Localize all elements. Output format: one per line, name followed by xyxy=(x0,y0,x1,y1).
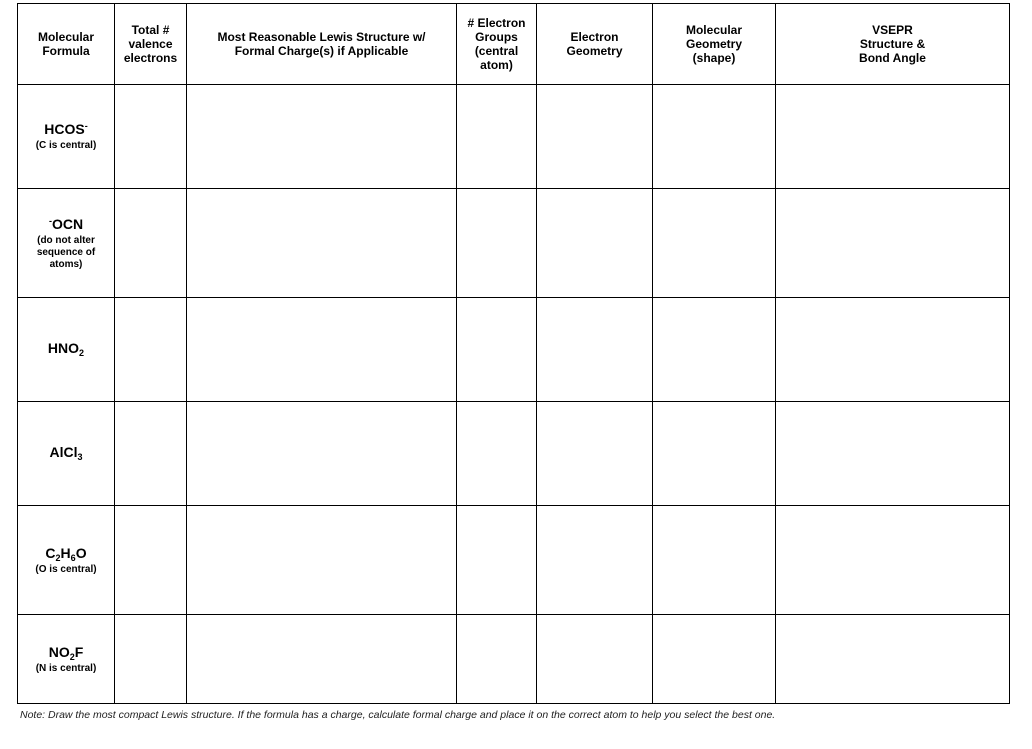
electron-groups-cell[interactable] xyxy=(457,189,537,298)
formula-cell xyxy=(18,615,115,704)
electron-groups-cell[interactable] xyxy=(457,615,537,704)
lewis-structure-cell[interactable] xyxy=(187,506,457,615)
lewis-structure-cell[interactable] xyxy=(187,298,457,402)
electron-geometry-cell[interactable] xyxy=(537,189,653,298)
vsepr-structure-cell[interactable] xyxy=(776,506,1010,615)
formula: HCOS- xyxy=(44,121,88,137)
table-row xyxy=(18,85,1010,189)
footnote: Note: Draw the most compact Lewis structure. If the formula has a charge, calculate formal charge and place it on the correct atom to help you select the best one. xyxy=(20,709,776,721)
formula: $NO_2F$ xyxy=(48,643,84,662)
formula: $HNO_2$ xyxy=(47,340,85,358)
table-row xyxy=(18,402,1010,506)
molecular-geometry-cell[interactable] xyxy=(653,85,776,189)
electron-geometry-cell[interactable] xyxy=(537,506,653,615)
formula-cell xyxy=(18,298,115,402)
vsepr-structure-cell[interactable] xyxy=(776,85,1010,189)
valence-electrons-cell[interactable] xyxy=(115,85,187,189)
molecular-geometry-cell[interactable] xyxy=(653,402,776,506)
vsepr-structure-cell[interactable] xyxy=(776,615,1010,704)
electron-groups-cell[interactable] xyxy=(457,402,537,506)
header-lewis-structure: Most Reasonable Lewis Structure w/ Formal Charge(s) if Applicable xyxy=(187,4,457,85)
lewis-structure-cell[interactable] xyxy=(187,189,457,298)
table-row xyxy=(18,615,1010,704)
header-valence-electrons: Total # valence electrons xyxy=(115,4,187,85)
formula: $C_2H_6O$ xyxy=(45,544,87,563)
formula: -OCN xyxy=(48,215,84,232)
header-molecular-formula: Molecular Formula xyxy=(18,4,115,85)
header-row xyxy=(18,4,1010,85)
valence-electrons-cell[interactable] xyxy=(115,402,187,506)
formula-cell xyxy=(18,402,115,506)
formula-note: (do not alter sequence of atoms) xyxy=(36,234,96,270)
electron-geometry-cell[interactable] xyxy=(537,85,653,189)
electron-geometry-cell[interactable] xyxy=(537,402,653,506)
table-row xyxy=(18,189,1010,298)
valence-electrons-cell[interactable] xyxy=(115,506,187,615)
electron-groups-cell[interactable] xyxy=(457,298,537,402)
electron-groups-cell[interactable] xyxy=(457,506,537,615)
lewis-structure-cell[interactable] xyxy=(187,402,457,506)
vsepr-structure-cell[interactable] xyxy=(776,298,1010,402)
formula-note: (C is central) xyxy=(35,140,97,151)
formula-cell xyxy=(18,189,115,298)
valence-electrons-cell[interactable] xyxy=(115,615,187,704)
molecular-geometry-cell[interactable] xyxy=(653,189,776,298)
formula-note: (O is central) xyxy=(35,563,97,575)
lewis-structure-cell[interactable] xyxy=(187,615,457,704)
header-electron-geometry: Electron Geometry xyxy=(537,4,653,85)
header-vsepr-structure: VSEPR Structure & Bond Angle xyxy=(776,4,1010,85)
header-molecular-geometry: Molecular Geometry (shape) xyxy=(653,4,776,85)
valence-electrons-cell[interactable] xyxy=(115,298,187,402)
formula: AlCl$_3$ xyxy=(49,444,83,462)
molecular-geometry-cell[interactable] xyxy=(653,506,776,615)
formula-note: (N is central) xyxy=(35,662,97,674)
electron-groups-cell[interactable] xyxy=(457,85,537,189)
electron-geometry-cell[interactable] xyxy=(537,615,653,704)
vsepr-structure-cell[interactable] xyxy=(776,189,1010,298)
table-row xyxy=(18,506,1010,615)
lewis-structure-cell[interactable] xyxy=(187,85,457,189)
vsepr-structure-cell[interactable] xyxy=(776,402,1010,506)
formula-cell xyxy=(18,85,115,189)
table-row xyxy=(18,298,1010,402)
electron-geometry-cell[interactable] xyxy=(537,298,653,402)
valence-electrons-cell[interactable] xyxy=(115,189,187,298)
header-electron-groups: # Electron Groups (central atom) xyxy=(457,4,537,85)
molecular-geometry-cell[interactable] xyxy=(653,615,776,704)
molecular-geometry-cell[interactable] xyxy=(653,298,776,402)
worksheet-table xyxy=(17,3,1010,704)
formula-cell xyxy=(18,506,115,615)
